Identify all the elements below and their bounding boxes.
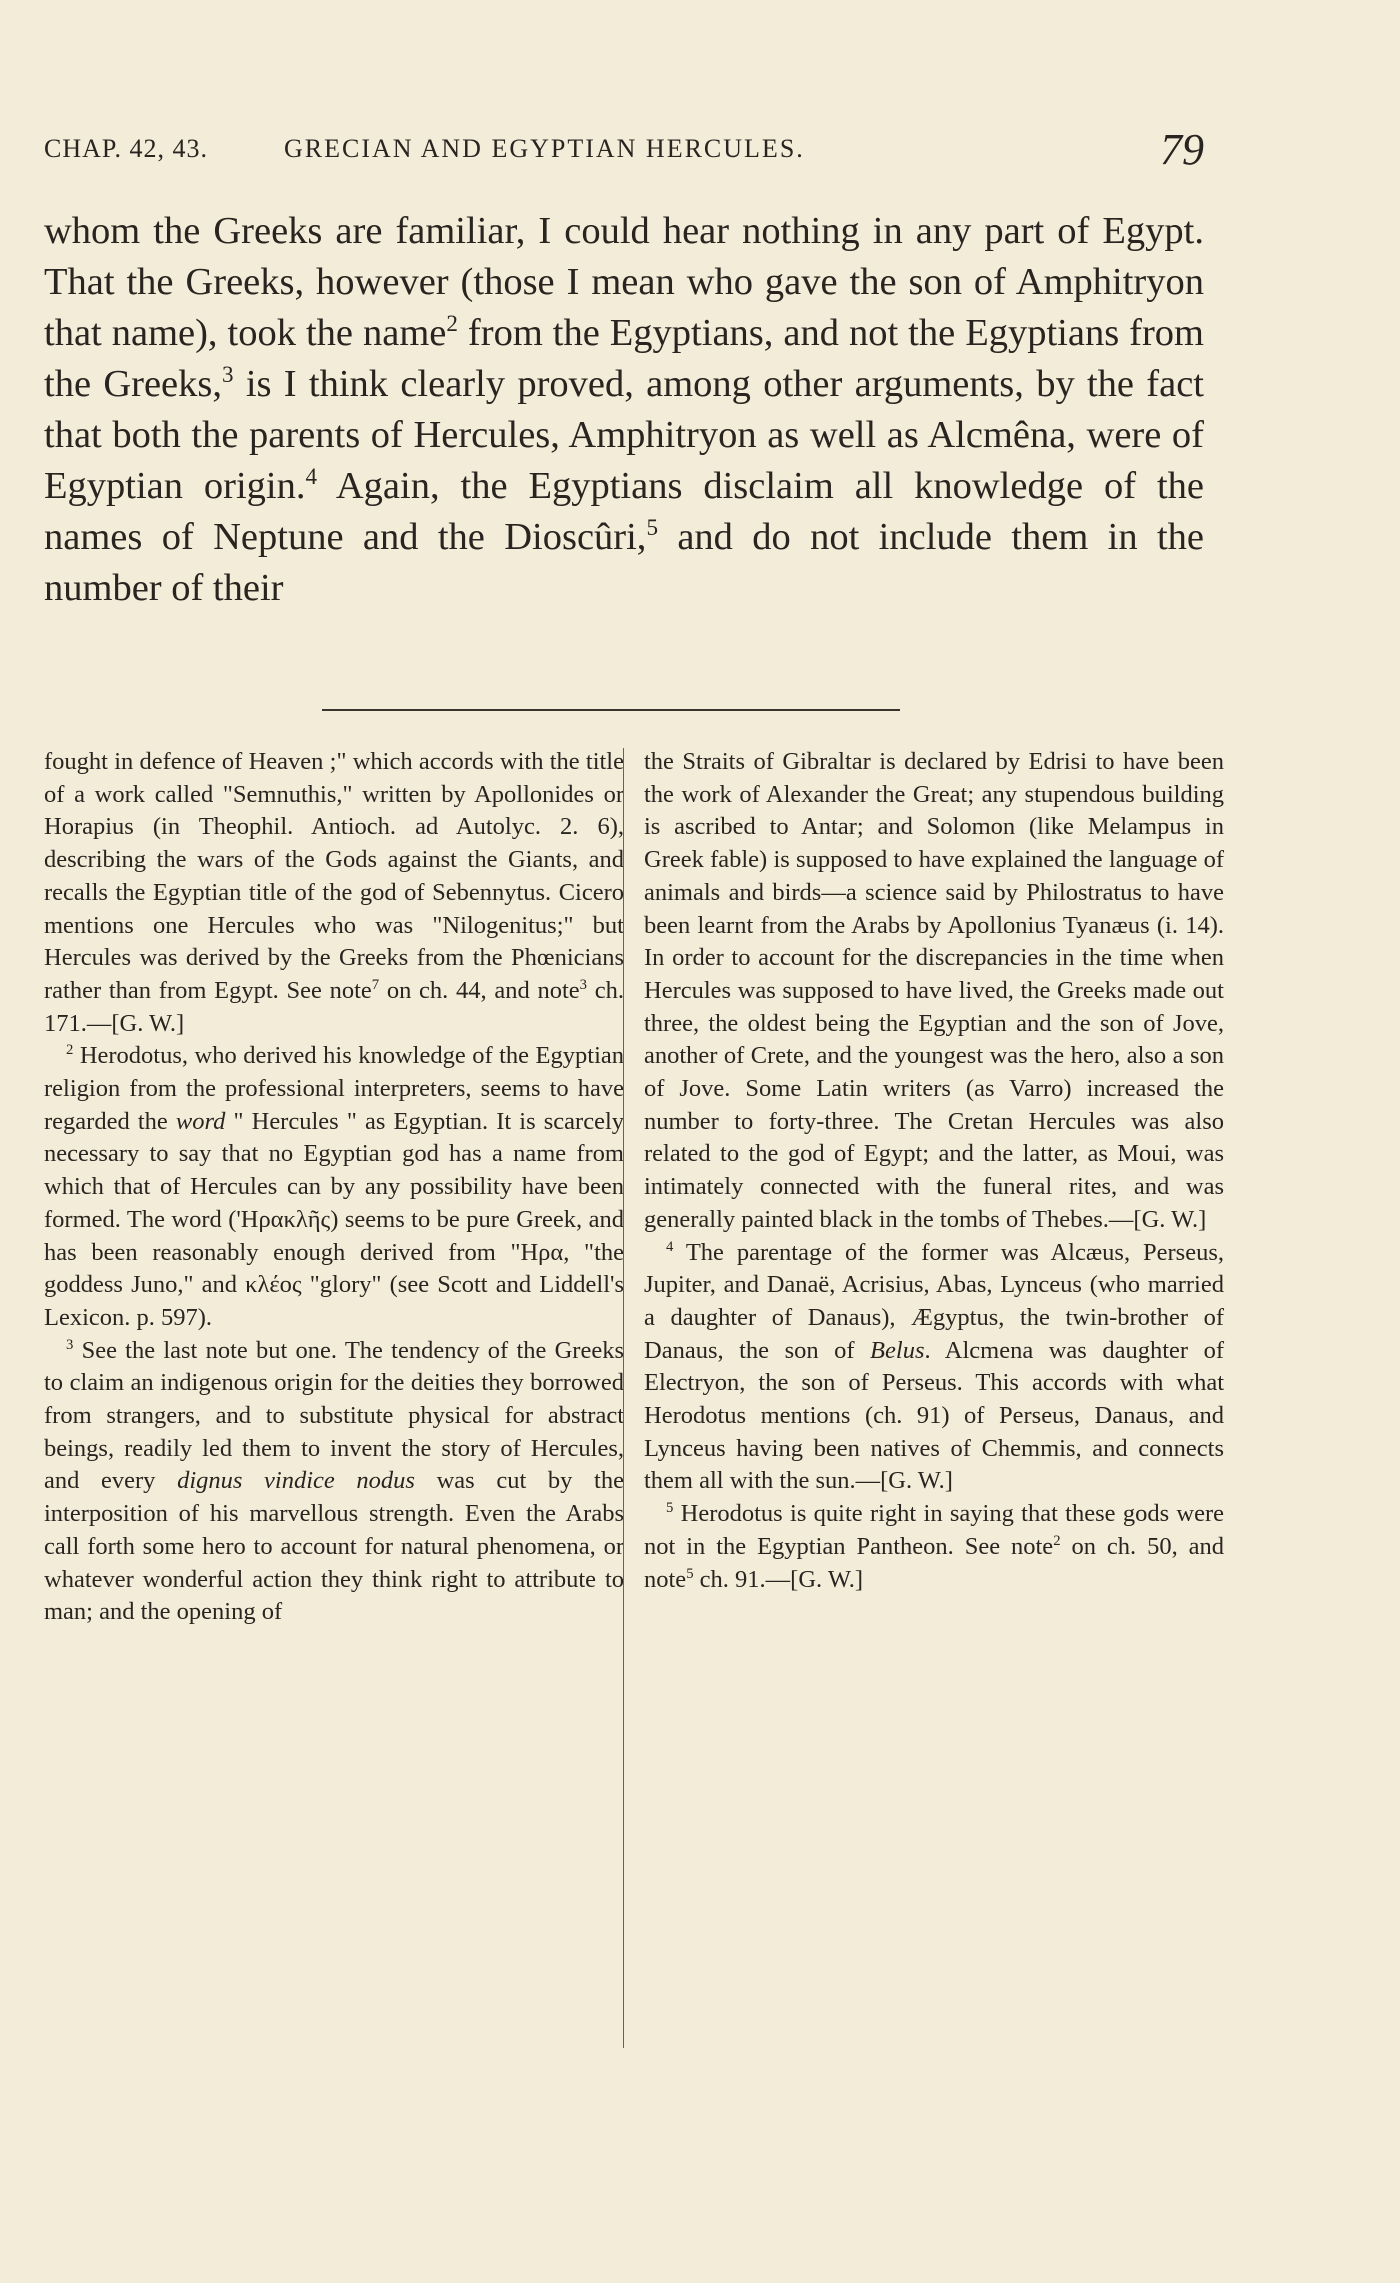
main-paragraph [44,206,1204,614]
main-text-segment: whom the Greeks are familiar, I could hear nothing in any part of Egypt. That the Greeks, however (those I mean who gave the son of Amphitryon that name), took the name [44,210,1204,354]
footnote-continuation [644,746,1224,1237]
footnote-text: Herodotus is quite right in saying that these gods were not in the Egyptian Pantheon. See note [644,1500,1224,1560]
footnote-text: Herodotus, who derived his knowledge of the Egyptian religion from the professional interpreters, seems to have regarded the [44,1042,624,1135]
footnote-text: " Hercules " as Egyptian. It is scarcely necessary to say that no Egyptian god has a name from which that of Hercules can by any possibility have been formed. The word ('Ηρακλῆς) seems to be pure Greek, and has been reasonably enough derived from "Ηρα, "the goddess Juno," and κλέος "glory" (see Scott and Liddell's Lexicon. p. 597). [44,1107,625,1331]
footnote-italic: Belus [870,1336,925,1364]
footnote-text: on ch. 44, and note [379,976,580,1004]
footnote-number: 5 [666,1500,674,1517]
footnote-text: the Straits of Gibraltar is declared by Edrisi to have been the work of Alexander the Great; any stupendous building is ascribed to Antar; and Solomon (like Melampus in Greek fable) is supposed to have explained the language of animals and birds—a science said by Philostratus to have been learnt from the Arabs by Apollonius Tyanæus (i. 14). In order to account for the discrepancies in the time when Hercules was supposed to have lived, the Greeks made out three, the oldest being the Egyptian and the son of Jove, another of Crete, and the youngest was the hero, also a son of Jove. Some Latin writers (as Varro) increased the number to forty-three. The Cretan Hercules was also related to the god of Egypt; and the latter, as Moui, was intimately connected with the funeral rites, and was generally painted black in the tombs of Thebes.—[G. W.] [644,748,1224,1233]
footnote-number: 3 [66,1336,74,1353]
footnote-text: See the last note but one. The tendency of the Greeks to claim an indigenous origin for the deities they borrowed from strangers, and to substitute physical for abstract beings, readily led them to invent the story of Hercules, and every [44,1336,624,1495]
main-text-segment: and do not include them in the number of their [44,516,1204,609]
running-title: GRECIAN AND EGYPTIAN HERCULES. [284,134,805,163]
main-text-segment: from the Egyptians, and not the Egyptians from the Greeks, [44,312,1205,405]
footnote-text: ch. 91.—[G. W.] [693,1565,863,1593]
footnote-marker: 2 [446,310,458,337]
footnote-continuation [44,746,624,1040]
footnote-number: 4 [666,1238,674,1255]
footnote-2 [44,1040,624,1334]
footnote-text: . Alcmena was daughter of Electryon, the son of Perseus. This accords with what Herodotus mentions (ch. 91) of Perseus, Danaus, and Lynceus having been natives of Chemmis, and connects them all with the sun.—[G. W.] [644,1336,1224,1495]
main-text-segment: Again, the Egyptians disclaim all knowledge of the names of Neptune and the Dioscûri, [44,465,1204,558]
footnote-text: The parentage of the former was Alcæus, Perseus, Jupiter, and Danaë, Acrisius, Abas, Lynceus (who married a daughter of Danaus), Ægyptus, the twin-brother of Danaus, the son of [644,1238,1224,1364]
footnote-marker: 3 [221,361,234,388]
page-number: 79 [1160,125,1204,174]
footnote-text: ch. 171.—[G. W.] [44,976,624,1037]
footnote-marker: 4 [305,463,318,490]
footnote-italic: dignus vindice nodus [177,1467,415,1495]
note-reference: 3 [579,976,588,993]
footnote-5 [644,1498,1224,1596]
footnote-3 [44,1335,624,1629]
footnote-4 [644,1237,1224,1499]
running-head [44,125,1204,174]
footnotes-left-column [44,746,624,1629]
chapter-reference: CHAP. 42, 43. [44,134,208,163]
footnotes-right-column [644,746,1224,1596]
main-text-segment: is I think clearly proved, among other arguments, by the fact that both the parents of Hercules, Amphitryon as well as Alcmêna, were of Egyptian origin. [44,363,1204,507]
footnote-text: on ch. 50, and note [644,1532,1224,1593]
footnote-marker: 5 [646,514,658,541]
note-reference: 2 [1053,1532,1061,1549]
footnote-number: 2 [66,1042,74,1059]
column-divider [623,748,624,2048]
footnote-separator-rule [322,709,900,711]
footnote-text: fought in defence of Heaven ;" which accords with the title of a work called "Semnuthis," written by Apollonides or Horapius (in Theophil. Antioch. ad Autolyc. 2. 6), describing the wars of the Gods against the Giants, and recalls the Egyptian title of the god of Sebennytus. Cicero mentions one Hercules who was "Nilogenitus;" but Hercules was derived by the Greeks from the Phœnicians rather than from Egypt. See note [44,748,624,1004]
footnote-italic: word [175,1107,226,1135]
note-reference: 7 [371,976,380,993]
note-reference: 5 [686,1565,694,1582]
footnote-text: was cut by the interposition of his marvellous strength. Even the Arabs call forth some hero to account for natural phenomena, or whatever wonderful action they think right to attribute to man; and the opening of [44,1467,624,1626]
